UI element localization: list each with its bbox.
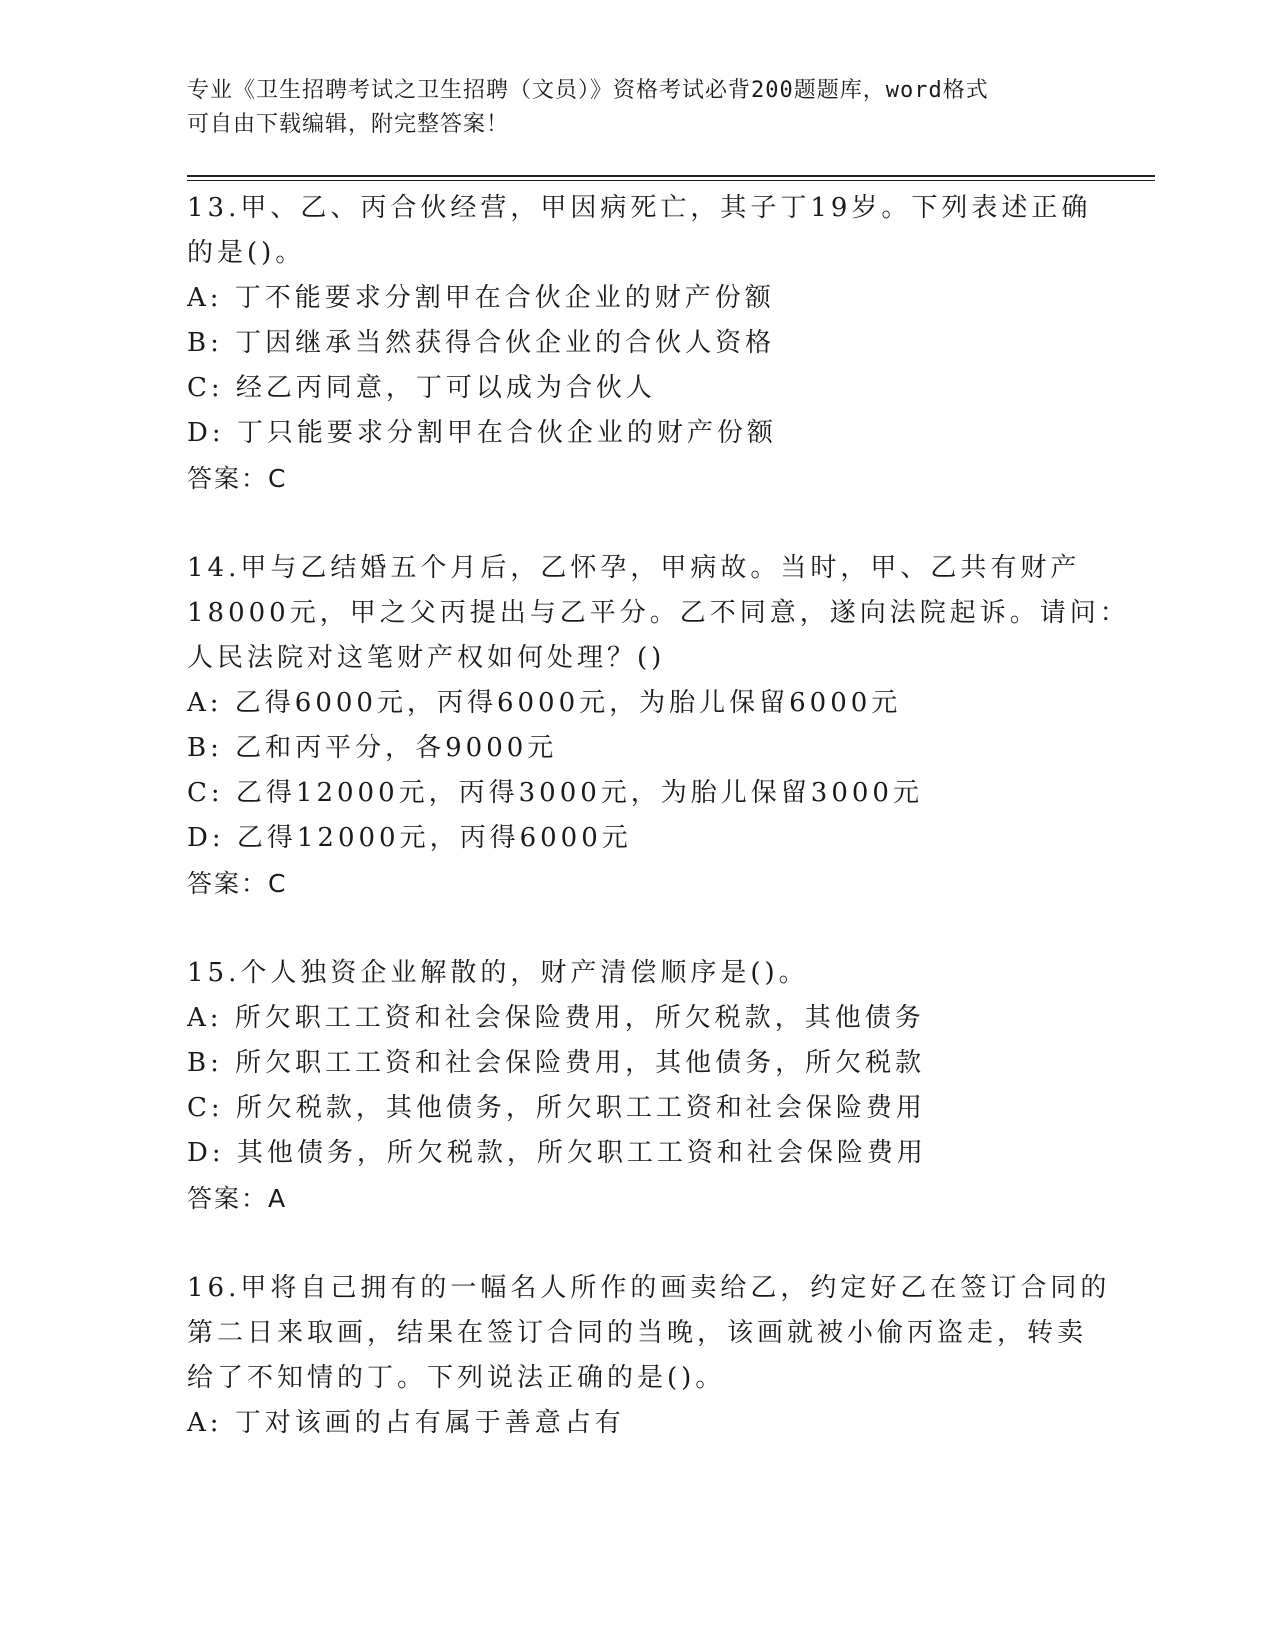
answer-line: 答案：A	[187, 1184, 288, 1213]
question-15	[187, 951, 1087, 1221]
answer-line: 答案：C	[187, 869, 288, 898]
header-divider-thick	[187, 175, 1155, 177]
question-stem-line: 给了不知情的丁。下列说法正确的是()。	[187, 1363, 726, 1393]
question-stem-line: 的是()。	[187, 238, 306, 268]
question-stem-line: 13.甲、乙、丙合伙经营，甲因病死亡，其子丁19岁。下列表述正确	[187, 193, 1092, 223]
question-stem-line: 15.个人独资企业解散的，财产清偿顺序是()。	[187, 958, 809, 988]
question-stem-line: 18000元，甲之父丙提出与乙平分。乙不同意，遂向法院起诉。请问：	[187, 598, 1130, 628]
option-d: D: 乙得12000元，丙得6000元	[187, 823, 632, 853]
question-stem-line: 第二日来取画，结果在签订合同的当晚，该画就被小偷丙盗走，转卖	[187, 1318, 1088, 1348]
option-c: C: 所欠税款，其他债务，所欠职工工资和社会保险费用	[187, 1093, 926, 1123]
header-title-line-1: 专业《卫生招聘考试之卫生招聘（文员）》资格考试必背200题题库，word格式	[187, 78, 989, 103]
option-b: B: 所欠职工工资和社会保险费用，其他债务，所欠税款	[187, 1048, 926, 1078]
option-d: D: 丁只能要求分割甲在合伙企业的财产份额	[187, 418, 777, 448]
question-13	[187, 186, 1092, 501]
answer-line: 答案：C	[187, 464, 288, 493]
option-c: C: 经乙丙同意，丁可以成为合伙人	[187, 373, 656, 403]
option-d: D: 其他债务，所欠税款，所欠职工工资和社会保险费用	[187, 1138, 927, 1168]
header-title-line-2: 可自由下载编辑，附完整答案！	[187, 112, 510, 137]
question-stem-line: 14.甲与乙结婚五个月后，乙怀孕，甲病故。当时，甲、乙共有财产	[187, 553, 1081, 583]
option-a: A: 乙得6000元，丙得6000元，为胎儿保留6000元	[187, 688, 902, 718]
document-header	[187, 74, 1087, 142]
option-a: A: 丁不能要求分割甲在合伙企业的财产份额	[187, 283, 775, 313]
question-14	[187, 546, 1130, 906]
question-stem-line: 人民法院对这笔财产权如何处理？()	[187, 643, 666, 673]
option-b: B: 乙和丙平分，各9000元	[187, 733, 558, 763]
option-a: A: 所欠职工工资和社会保险费用，所欠税款，其他债务	[187, 1003, 925, 1033]
question-16	[187, 1266, 1111, 1446]
option-b: B: 丁因继承当然获得合伙企业的合伙人资格	[187, 328, 776, 358]
option-a: A: 丁对该画的占有属于善意占有	[187, 1408, 625, 1438]
question-stem-line: 16.甲将自己拥有的一幅名人所作的画卖给乙，约定好乙在签订合同的	[187, 1273, 1111, 1303]
question-list	[187, 186, 1130, 1446]
option-c: C: 乙得12000元，丙得3000元，为胎儿保留3000元	[187, 778, 923, 808]
header-divider-thin	[187, 180, 1155, 181]
